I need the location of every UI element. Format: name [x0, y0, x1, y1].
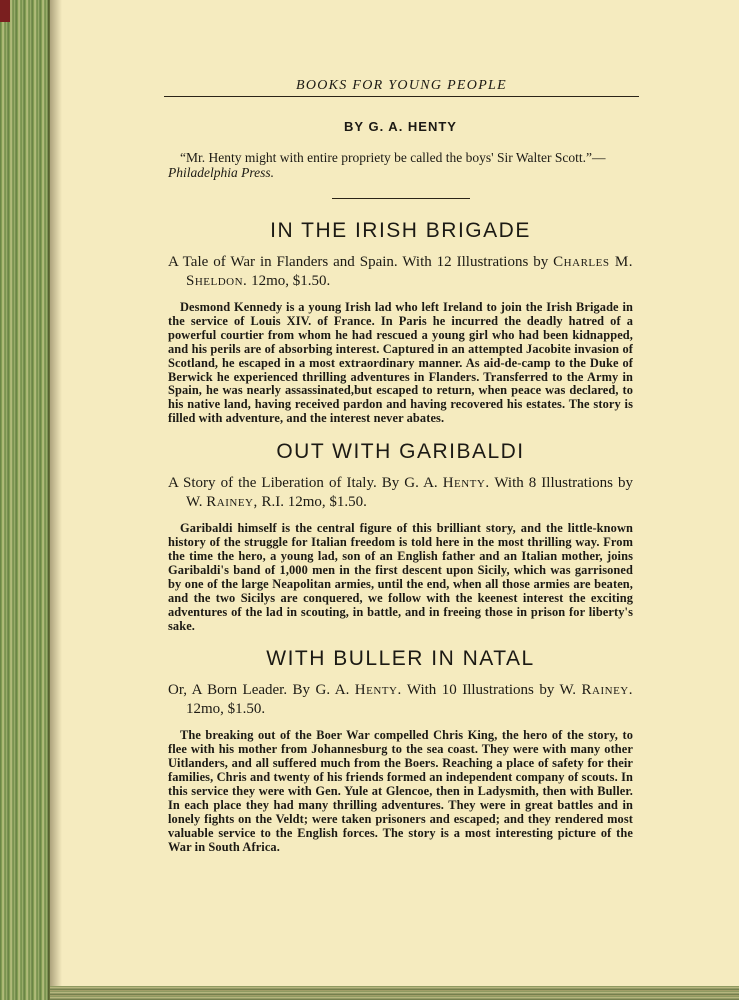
book-subtitle	[168, 253, 633, 291]
book-subtitle	[168, 681, 633, 719]
quote-source: Philadelphia Press.	[168, 165, 274, 180]
book-entry	[168, 219, 633, 426]
subtitle-text: With 10 Illustrations by W.	[401, 682, 582, 699]
book-title: OUT WITH GARIBALDI	[276, 440, 525, 464]
illustrator-name: Rainey.	[581, 682, 633, 699]
subtitle-text: A Tale of War in Flanders and Spain. With 12 Illustrations by	[168, 254, 554, 270]
book-spine	[0, 0, 50, 1000]
quote-text: “Mr. Henty might with entire propriety be called the boys' Sir Walter Scott.”—	[180, 150, 606, 165]
subtitle-text: A Story of the Liberation of Italy. By G. A.	[168, 475, 443, 492]
author-name: Henty.	[354, 682, 402, 699]
book-title: WITH BULLER IN NATAL	[266, 647, 535, 671]
subtitle-price: 12mo, $1.50.	[186, 701, 266, 718]
subtitle-price: 12mo, $1.50.	[247, 273, 331, 289]
book-description: The breaking out of the Boer War compelled Chris King, the hero of the story, to flee with his mother from Johannesburg to the sea coast. They were with many other Uitlanders, and all suffered much from the Boers. Reaching a place of safety for their families, Chris and twenty of his friends formed an independent company of scouts. In this service they were with Gen. Yule at Glencoe, then in Ladysmith, then with Buller. In each place they had many thrilling adventures. They were in great battles and in lonely fights on the Veldt; were taken prisoners and escaped; and they rendered most valuable service to the English forces. The story is a most interesting picture of the War in South Africa.	[168, 728, 633, 854]
book-entry	[168, 440, 633, 633]
book-entry	[168, 647, 633, 854]
author-heading: BY G. A. HENTY	[344, 119, 457, 134]
book-description: Desmond Kennedy is a young Irish lad who left Ireland to join the Irish Brigade in the service of Louis XIV. of France. In Paris he incurred the deadly hatred of a powerful courtier from whom he had rescued a young girl who had been kidnapped, and his perils are of absorbing interest. Captured in an attempted Jacobite invasion of Scotland, he escaped in a most extraordinary manner. As aid-de-camp to the Duke of Berwick he experienced thrilling adventures in Flanders. Transferred to the Army in Spain, he was nearly assassinated,but escaped to return, when peace was declared, to his native land, having received pardon and having recovered his estates. The story is filled with adventure, and the interest never abates.	[168, 300, 633, 426]
author-name: Henty.	[442, 475, 490, 492]
page-content	[168, 76, 633, 855]
page-edges	[50, 986, 739, 1000]
subtitle-price: R.I. 12mo, $1.50.	[257, 494, 367, 511]
book-subtitle	[168, 474, 633, 512]
illustrator-name: Rainey,	[206, 494, 258, 511]
gutter-shadow	[48, 0, 62, 1000]
subtitle-text: With 8 Illustrations by W.	[186, 475, 633, 511]
spine-ribbon	[0, 0, 10, 22]
illustrator-name: Charles M. Sheldon.	[186, 254, 633, 289]
running-head: BOOKS FOR YOUNG PEOPLE	[164, 76, 639, 97]
section-divider	[332, 198, 470, 199]
book-title: IN THE IRISH BRIGADE	[270, 219, 531, 242]
author-quote	[168, 150, 633, 180]
subtitle-text: Or, A Born Leader. By G. A.	[168, 682, 355, 699]
book-description: Garibaldi himself is the central figure of this brilliant story, and the little-known history of the struggle for Italian freedom is told here in the most thrilling way. From the time the hero, a young lad, son of an English father and an Italian mother, joins Garibaldi's band of 1,000 men in the first descent upon Sicily, which was garrisoned by one of the large Neapolitan armies, until the end, when all those armies are beaten, and the two Sicilys are conquered, we follow with the keenest interest the exciting adventures of the lad in scouting, in battle, and in freeing those in prison for liberty's sake.	[168, 521, 633, 633]
